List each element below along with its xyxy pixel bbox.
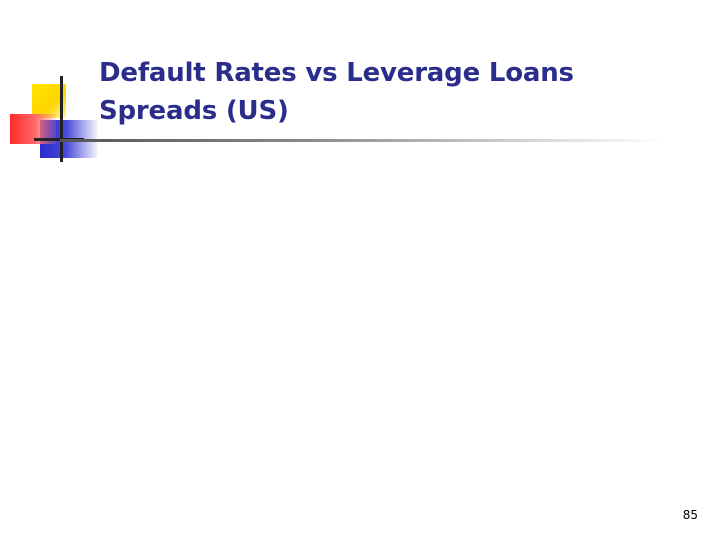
page-number: 85 (682, 508, 698, 522)
logo-vertical-line (60, 76, 63, 162)
title-divider (60, 139, 665, 142)
slide-title-line-2: Spreads (US) (99, 96, 289, 126)
slide-title-line-1: Default Rates vs Leverage Loans (99, 58, 574, 88)
slide-title (99, 54, 659, 130)
